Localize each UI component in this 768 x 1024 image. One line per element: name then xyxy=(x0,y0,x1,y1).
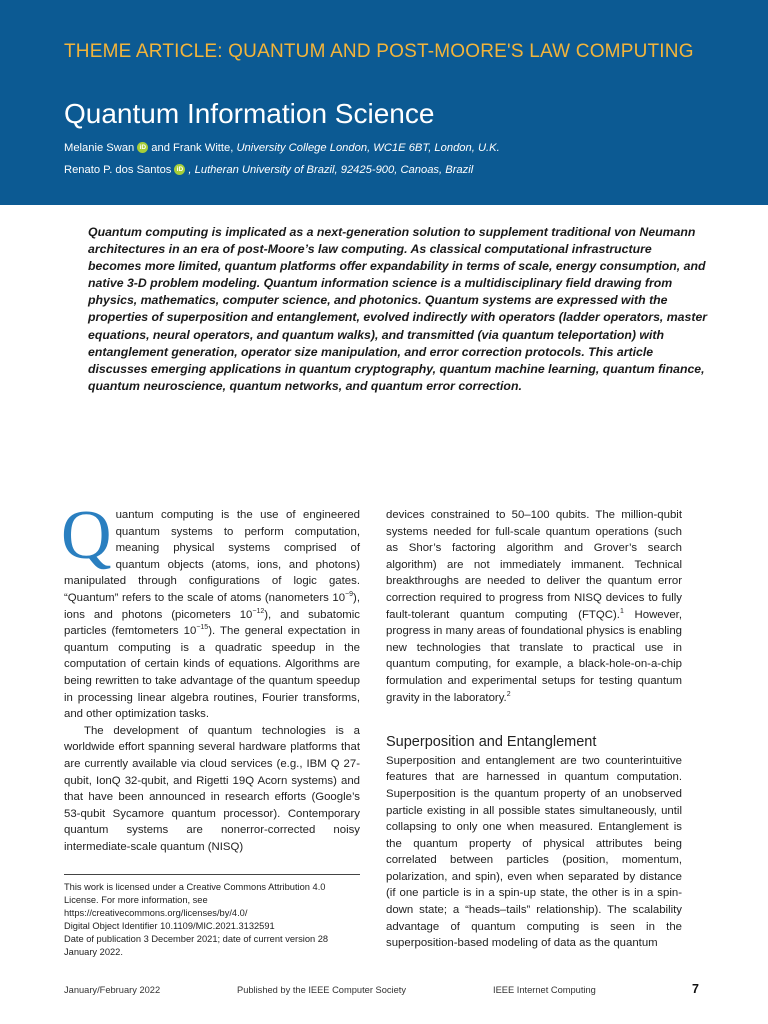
body-paragraph: Superposition and entanglement are two counterintuitive features that are harnessed in quantum computation. Superposition is the quantum property of an unobserved particle existing in all possible states simultaneously, until collapsing to only one when measured. Entanglement is the quantum property of physical attributes being correlated between particles (position, momentum, polarization, and spin), even when separated by distance (if one particle is in a spin-up state, the other is in a spin-down state; a “heads–tails” relationship). The scalability advantage of quantum computing is seen in the superposition-based modeling of data as the quantum xyxy=(386,754,682,950)
text-run: However, progress in many areas of foundational physics is enabling new technologies that translate to practical use in quantum computing, for example, a black-hole-on-a-chip formulation and experimental setups for testing quantum gravity in the laboratory. xyxy=(386,608,682,704)
exponent: −9 xyxy=(345,590,354,598)
reference-marker[interactable]: 1 xyxy=(619,607,624,615)
body-paragraph xyxy=(386,507,682,706)
author-line-1 xyxy=(64,142,500,154)
text-run: uantum computing is the use of engineered quantum systems to perform computation, meaning physical systems comprised of quantum objects (atoms, ions, and photons) manipulated through configurations of logic gates. “Quantum” refers to the scale of atoms (nanometers 10 xyxy=(64,509,360,604)
body-paragraph: The development of quantum technologies is a worldwide effort spanning several hardware platforms that are currently available via cloud services (e.g., IBM Q 27-qubit, IonQ 32-qubit, and Rigetti 19Q Acorn systems) and that have been announced in research efforts (Google’s 53-qubit Sycamore quantum processor). Contemporary quantum systems are nonerror-corrected noisy intermediate-scale quantum (NISQ) xyxy=(64,724,360,853)
footer-issue: January/February 2022 xyxy=(64,985,161,995)
author-line-2 xyxy=(64,164,473,176)
author-affiliation: , Lutheran University of Brazil, 92425-900, Canoas, Brazil xyxy=(188,164,474,176)
text-run: ). The general expectation in quantum computing is a quadratic speedup in the computation of certain kinds of equations. Algorithms are being rewritten to take advantage of the quantum speedup in processing linear algebra routines, Fourier transforms, and other optimization tasks. xyxy=(64,625,360,721)
footer-journal: IEEE Internet Computing xyxy=(493,985,596,995)
license-footnote xyxy=(64,874,360,959)
orcid-icon[interactable]: iD xyxy=(137,142,148,153)
exponent: −12 xyxy=(252,607,265,615)
reference-marker[interactable]: 2 xyxy=(506,690,511,698)
doi-text: Digital Object Identifier 10.1109/MIC.2021.3132591 xyxy=(64,921,275,931)
abstract: Quantum computing is implicated as a next-generation solution to supplement traditional von Neumann architectures in an era of post-Moore’s law computing. As classical computational infrastructure becomes more limited, quantum platforms offer expandability in terms of scale, energy consumption, and native 3-D problem modeling. Quantum information science is a multidisciplinary field drawing from physics, mathematics, computer science, and photonics. Quantum systems are expressed with the properties of superposition and entanglement, evolved indirectly with operators (ladder operators, master equations, neural operators, and quantum walks), and transmitted (via quantum teleportation) with entanglement generation, operator size manipulation, and error correction protocols. This article discusses emerging applications in quantum cryptography, quantum machine learning, quantum finance, quantum neuroscience, quantum networks, and quantum error correction. xyxy=(88,225,708,393)
footer-publisher: Published by the IEEE Computer Society xyxy=(237,985,406,995)
intro-paragraph xyxy=(61,497,360,723)
text-run: devices constrained to 50–100 qubits. The million-qubit systems needed for full-scale quantum operations (such as Shor’s factoring algorithm and Grover’s search algorithm) are not immediately immanent. Technical breakthroughs are needed to deliver the quantum error correction required to progress from NISQ devices to fully fault-tolerant quantum computing (FTQC). xyxy=(386,509,682,621)
page-number: 7 xyxy=(692,982,699,996)
article-title: Quantum Information Science xyxy=(64,98,435,129)
section-heading: Superposition and Entanglement xyxy=(386,734,597,751)
author-name: Renato P. dos Santos xyxy=(64,164,172,176)
drop-cap: Q xyxy=(61,497,112,574)
author-affiliation: University College London, WC1E 6BT, London, U.K. xyxy=(236,142,500,154)
publication-dates: Date of publication 3 December 2021; date of current version 28 January 2022. xyxy=(64,934,329,957)
exponent: −15 xyxy=(196,624,209,632)
author-name: Melanie Swan xyxy=(64,142,135,154)
left-column xyxy=(61,497,360,855)
author-connector: and Frank Witte, xyxy=(151,142,234,154)
orcid-icon[interactable]: iD xyxy=(174,164,185,175)
text-run: ), ions and photons (picometers 10 xyxy=(64,591,360,621)
right-column xyxy=(386,507,682,952)
article-header xyxy=(0,0,768,205)
text-run: ), and subatomic particles (femtometers 10 xyxy=(64,608,360,638)
theme-label: THEME ARTICLE: QUANTUM AND POST-MOORE'S LAW COMPUTING xyxy=(64,41,694,62)
license-text: This work is licensed under a Creative Commons Attribution 4.0 License. For more information, see https://creativecommons.org/licenses/by/4.0/ xyxy=(64,882,326,918)
